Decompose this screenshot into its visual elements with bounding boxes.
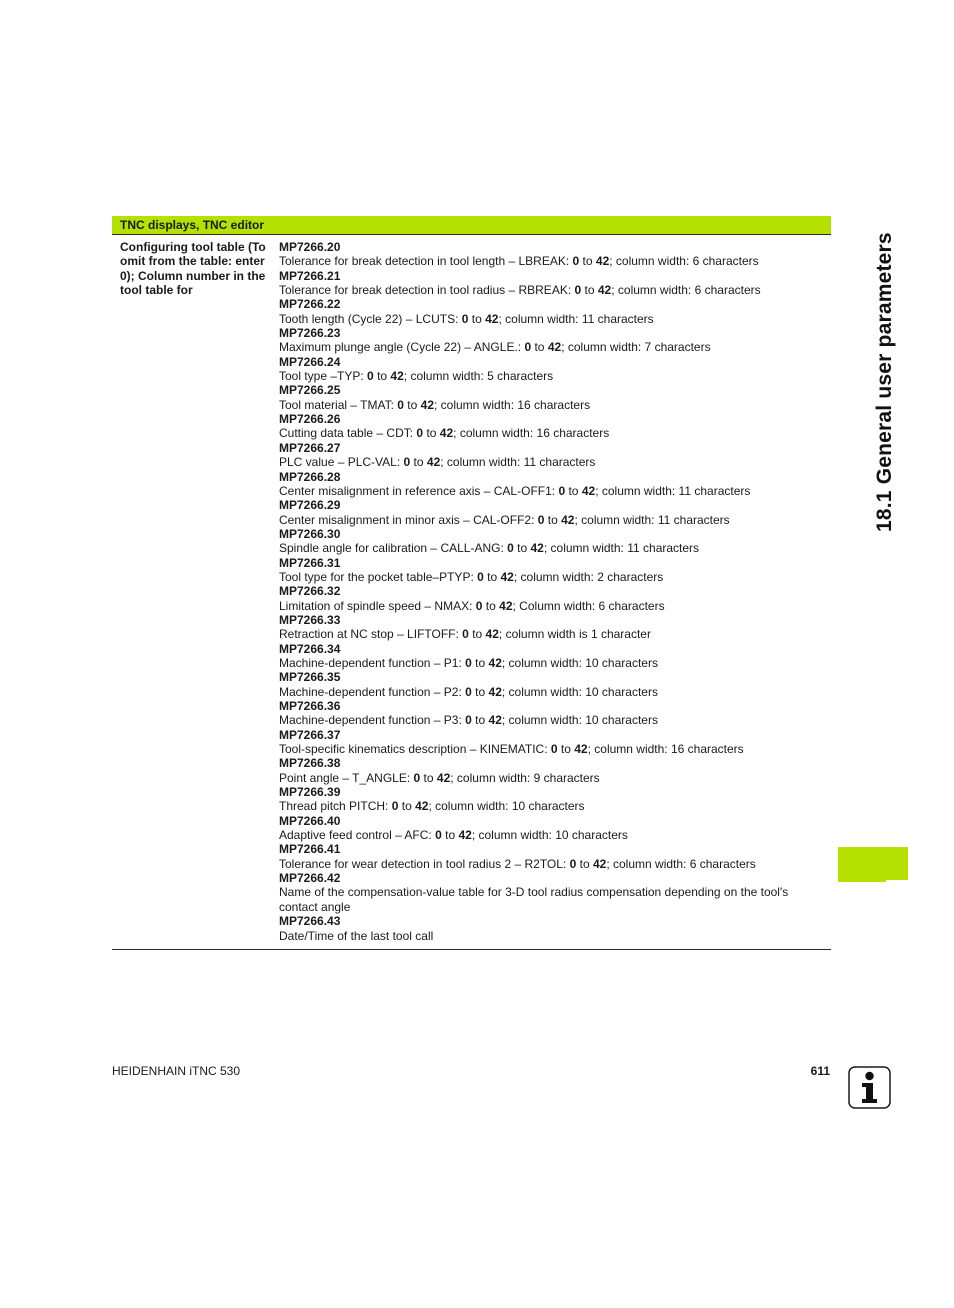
parameter-id: MP7266.25 [279,383,341,398]
footer-manual-title: HEIDENHAIN iTNC 530 [112,1064,241,1078]
parameter-to: 42 [415,799,429,814]
parameter-desc: Retraction at NC stop – LIFTOFF: [279,627,463,642]
parameter-desc: Tolerance for break detection in tool radius – RBREAK: [279,283,575,298]
parameter-id: MP7266.28 [279,469,341,484]
parameter-from: 0 [367,369,374,384]
parameter-tail: ; column width: 11 characters [498,311,654,326]
parameter-tail: ; column width: 10 characters [428,799,585,814]
parameter-description [279,484,829,498]
parameter-desc: Tolerance for wear detection in tool radius 2 – R2TOL: [279,856,570,871]
parameter-tail: ; column width: 7 characters [561,340,711,355]
parameter-id: MP7266.37 [279,727,341,742]
chapter-tab-underline [838,880,886,882]
parameter-desc: PLC value – PLC-VAL: [279,455,404,470]
parameter-tail: ; column width: 10 characters [501,655,658,670]
parameter-description [279,929,829,943]
parameter-to: 42 [426,455,441,470]
parameter-tail: ; column width: 11 characters [574,512,730,527]
parameter-id: MP7266.24 [279,354,341,369]
parameter-to: 42 [499,598,513,613]
parameter-from: 0 [569,856,577,871]
parameter-to: 42 [574,742,588,757]
row-label: Configuring tool table (To omit from the table: enter 0); Column number in the tool table for [120,240,266,297]
parameter-from: 0 [461,311,469,326]
parameter-description [279,455,829,469]
parameter-desc: Limitation of spindle speed – NMAX: [279,598,476,613]
parameter-desc: Tool material – TMAT: [279,397,398,412]
parameter-tail: ; Column width: 6 characters [512,598,665,613]
parameter-tail: ; column width: 5 characters [403,369,554,384]
parameter-tail: ; column width: 10 characters [501,684,658,699]
parameter-description [279,283,829,297]
parameter-id: MP7266.43 [279,914,341,929]
parameter-desc: Maximum plunge angle (Cycle 22) – ANGLE.: [279,340,525,355]
parameter-from: 0 [507,541,514,556]
parameter-id: MP7266.21 [279,268,341,283]
parameter-from: 0 [574,283,582,298]
parameter-tail: ; column width: 2 characters [513,569,664,584]
parameter-from: 0 [413,770,421,785]
parameter-id: MP7266.36 [279,699,341,713]
parameter-description [279,885,829,914]
parameter-desc: Machine-dependent function – P2: [279,684,466,699]
parameter-id: MP7266.26 [279,412,341,427]
parameter-to: 42 [530,541,544,556]
parameter-description [279,599,829,613]
parameter-id: MP7266.22 [279,297,341,312]
parameter-desc: Thread pitch PITCH: [279,799,392,814]
parameter-id: MP7266.40 [279,813,341,828]
parameter-id: MP7266.20 [279,240,341,254]
parameter-to: 42 [420,397,434,412]
chapter-tab-marker [838,847,908,880]
parameter-to: 42 [439,426,454,441]
parameter-tail: ; column width: 9 characters [450,770,600,785]
parameter-mid: to [557,742,575,757]
parameter-tail: ; column width: 11 characters [440,455,596,470]
parameter-description [279,799,829,813]
parameter-id: MP7266.32 [279,584,341,599]
parameter-id: MP7266.41 [279,842,341,857]
parameter-mid: to [565,483,582,498]
parameter-mid: to [398,799,416,814]
parameter-mid: to [410,455,427,470]
parameter-mid: to [373,369,391,384]
parameter-tail: ; column width is 1 character [498,627,651,642]
parameter-to: 42 [485,311,499,326]
parameter-list [279,240,829,943]
parameter-tail: ; column width: 6 characters [606,856,756,871]
parameter-description [279,398,829,412]
parameter-tail: ; column width: 10 characters [471,828,628,843]
parameter-to: 42 [390,369,404,384]
parameter-description [279,570,829,584]
parameter-to: 42 [592,856,607,871]
parameter-description [279,857,829,871]
parameter-desc: Name of the compensation-value table for 3-D tool radius compensation depending on the tool's contact angle [279,885,789,914]
parameter-mid: to [471,655,489,670]
parameter-to: 42 [561,512,575,527]
parameter-mid: to [420,770,437,785]
info-icon [848,1066,891,1109]
parameter-desc: Tooth length (Cycle 22) – LCUTS: [279,311,462,326]
parameter-mid: to [483,569,501,584]
parameter-description [279,685,829,699]
parameter-from: 0 [537,512,545,527]
parameter-id: MP7266.39 [279,785,341,800]
parameter-id: MP7266.42 [279,871,341,886]
parameter-desc: Center misalignment in minor axis – CAL-OFF2: [279,512,538,527]
parameter-mid: to [468,311,486,326]
parameter-description [279,656,829,670]
parameter-from: 0 [462,627,469,642]
parameter-tail: ; column width: 16 characters [587,742,744,757]
parameter-desc: Machine-dependent function – P3: [279,713,466,728]
parameter-description [279,627,829,641]
parameter-id: MP7266.27 [279,440,341,455]
parameter-from: 0 [465,684,472,699]
parameter-desc: Tool type –TYP: [279,369,368,384]
parameter-desc: Spindle angle for calibration – CALL-ANG: [279,541,508,556]
parameter-mid: to [482,598,500,613]
parameter-id: MP7266.33 [279,612,341,627]
parameter-description [279,513,829,527]
parameter-desc: Adaptive feed control – AFC: [279,828,436,843]
parameter-from: 0 [558,483,566,498]
parameter-to: 42 [595,254,610,269]
parameter-desc: Date/Time of the last tool call [279,928,434,943]
chapter-title-text: 18.1 General user parameters [873,232,896,532]
parameter-id: MP7266.30 [279,526,341,541]
parameter-from: 0 [524,340,532,355]
parameter-mid: to [576,856,593,871]
parameter-id: MP7266.35 [279,670,341,685]
parameter-mid: to [544,512,562,527]
parameter-description [279,254,829,268]
parameter-desc: Tolerance for break detection in tool length – LBREAK: [279,254,573,269]
parameter-description [279,369,829,383]
parameter-tail: ; column width: 16 characters [434,397,591,412]
parameter-from: 0 [550,742,558,757]
parameter-to: 42 [488,713,502,728]
parameter-desc: Tool type for the pocket table–PTYP: [279,569,478,584]
parameter-from: 0 [475,598,483,613]
parameter-id: MP7266.31 [279,555,341,570]
chapter-side-title [839,214,896,534]
parameter-description [279,713,829,727]
parameter-to: 42 [500,569,514,584]
parameter-from: 0 [403,455,411,470]
parameter-from: 0 [397,397,404,412]
parameter-mid: to [513,541,531,556]
parameter-id: MP7266.38 [279,756,341,771]
parameter-desc: Cutting data table – CDT: [279,426,417,441]
page-number: 611 [810,1064,830,1078]
parameter-description [279,742,829,756]
parameter-from: 0 [435,828,442,843]
parameter-to: 42 [458,828,472,843]
parameter-mid: to [441,828,459,843]
parameter-to: 42 [581,483,596,498]
parameter-tail: ; column width: 16 characters [453,426,610,441]
parameter-tail: ; column width: 6 characters [611,283,761,298]
parameter-description [279,340,829,354]
parameter-from: 0 [465,655,472,670]
parameter-from: 0 [572,254,580,269]
parameter-desc: Machine-dependent function – P1: [279,655,466,670]
parameter-to: 42 [547,340,562,355]
parameter-mid: to [579,254,596,269]
parameter-desc: Tool-specific kinematics description – KINEMATIC: [279,742,551,757]
parameter-mid: to [471,684,489,699]
parameter-to: 42 [597,283,612,298]
parameter-desc: Point angle – T_ANGLE: [279,770,414,785]
parameter-mid: to [468,627,486,642]
parameter-from: 0 [477,569,484,584]
parameter-mid: to [403,397,421,412]
parameter-id: MP7266.23 [279,326,341,341]
parameter-to: 42 [488,655,502,670]
parameter-id: MP7266.29 [279,498,341,513]
parameter-to: 42 [436,770,451,785]
parameter-tail: ; column width: 10 characters [501,713,658,728]
parameter-desc: Center misalignment in reference axis – CAL-OFF1: [279,483,559,498]
parameter-tail: ; column width: 6 characters [609,254,759,269]
parameter-from: 0 [465,713,472,728]
parameter-id: MP7266.34 [279,641,341,656]
parameter-tail: ; column width: 11 characters [543,541,700,556]
table-body [112,235,831,950]
parameter-description [279,541,829,555]
parameter-tail: ; column width: 11 characters [595,483,751,498]
parameter-description [279,312,829,326]
parameter-from: 0 [391,799,399,814]
parameter-mid: to [531,340,548,355]
parameter-mid: to [581,283,598,298]
parameter-mid: to [423,426,440,441]
parameter-to: 42 [488,684,502,699]
parameter-table [112,216,831,950]
parameter-mid: to [471,713,489,728]
parameter-to: 42 [485,627,499,642]
parameter-description [279,771,829,785]
parameter-description [279,426,829,440]
parameter-from: 0 [416,426,424,441]
table-header: TNC displays, TNC editor [112,216,831,235]
parameter-description [279,828,829,842]
